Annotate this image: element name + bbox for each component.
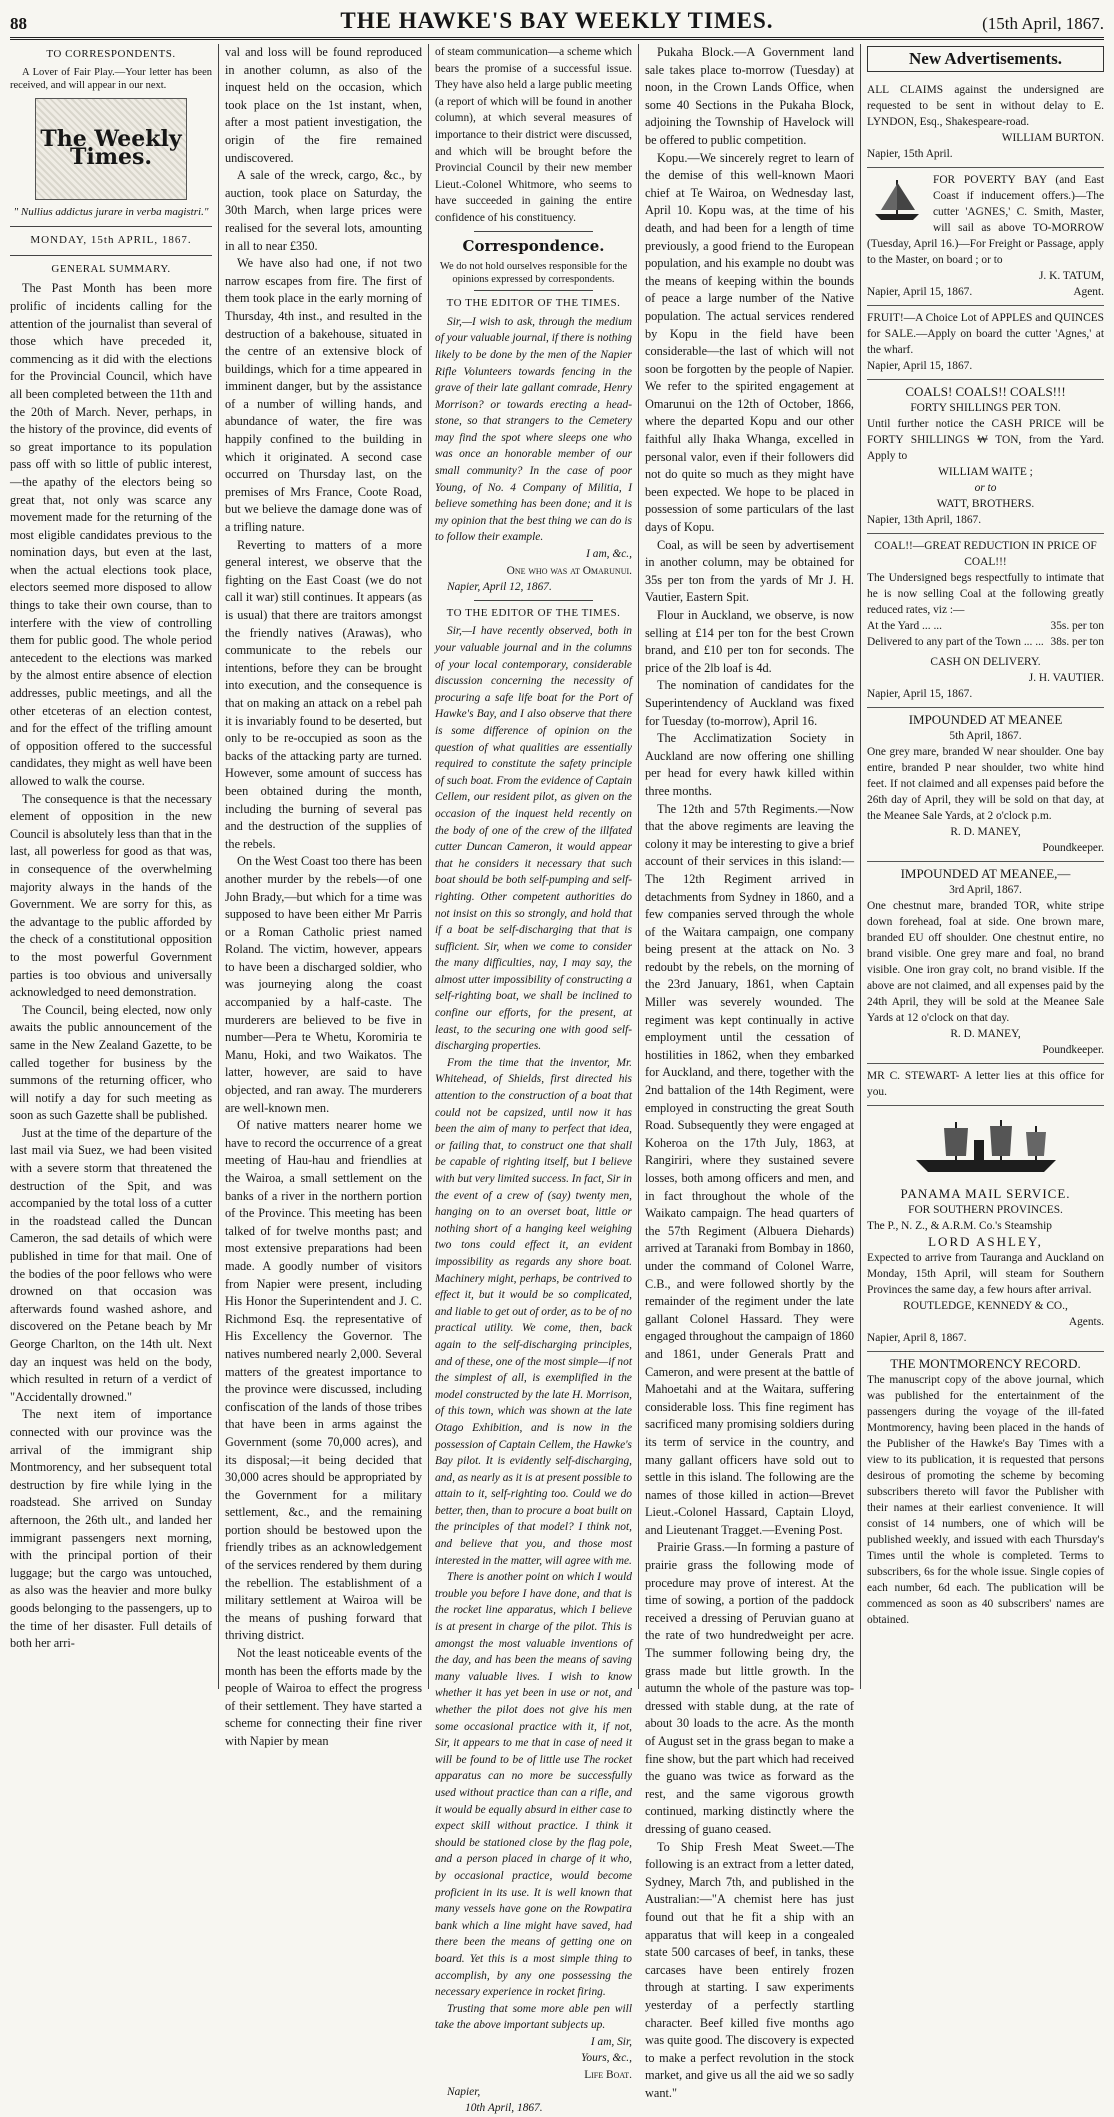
ad-title: COAL!!—GREAT REDUCTION IN PRICE OF COAL!!!	[874, 540, 1097, 568]
ad-title: IMPOUNDED AT MEANEE	[908, 712, 1063, 727]
ad-text: FOR POVERTY BAY (and East Coast if inducement offers.)—The cutter 'AGNES,' C. Smith, Master, will sail as above TO-MORROW (Tuesday, April 16.)—For Freight or Passage, apply to the Master, on board ; or to	[867, 174, 1104, 266]
ad-poverty-bay	[867, 168, 1104, 306]
divider	[10, 226, 212, 227]
ad-panama-mail	[867, 1106, 1104, 1352]
masthead	[10, 6, 1104, 40]
news-item: The nomination of candidates for the Superintendency of Auckland was fixed for Tuesday (to-morrow), April 16.	[645, 678, 854, 728]
news-item: Kopu.—We sincerely regret to learn of the demise of this well-known Maori chief at Te Wairoa, on Wednesday last, April 10. Kopu was, at the time of his death, and had been for a length of time previously, a good friend to the European population, and his example no doubt was the means of keeping within the bounds of peace a large number of the Native population. The actual services rendered by Kopu in the field have been considerable—the last of which will not soon be forgotten by the people of Napier. We refer to the spirited engagement at Omarunui on the 12th of October, 1866, where the departed Kopu and our other faithful ally Ihaka Whanga, excelled in personal valor, even if their followers did not do quite so much as they might have been expected. We hope to be placed in possession of some particulars of the last days of Kopu.	[645, 150, 854, 535]
ad-subtitle: FORTY SHILLINGS PER TON.	[910, 402, 1061, 414]
letter-paragraph: Sir,—I wish to ask, through the medium of your valuable journal, if there is nothing likely to be done by the men of the Napier Rifle Volunteers towards fencing in the grave of their late gallant comrade, Henry Morrison? or towards erecting a head-stone, so that strangers to the Cemetery may find the spot where sleeps one who was once an honorable member of our small community? In the case of poor Young, of No. 4 Company of Militia, I believe something has been done; and it is my opinion that the best thing we can do is to follow their example.	[435, 315, 632, 544]
column-3	[428, 44, 638, 2115]
ad-claims	[867, 78, 1104, 168]
price-row	[867, 634, 1104, 650]
news-item: Pukaha Block.—A Government land sale takes place to-morrow (Tuesday) at noon, in the Crown Lands Office, when some 40 Sections in the Pukaha Block, adjoining the Township of Havelock will be offered to public competition.	[645, 45, 854, 147]
page-number: 88	[10, 14, 27, 33]
news-item: To Ship Fresh Meat Sweet.—The following is an extract from a letter dated, Sydney, March 7th, and published in the Australian:—"A chemist here has just found out that he fit a ship with an apparatus that will keep in a congealed state 500 carcases of beef, in tanks, these carcases have been entirely frozen through at starting. I saw experiments yesterday of a perfectly startling character. Beef killed five months ago was quite good. The discovery is expected to make a perfect revolution in the stock market, and give us all the aid we so sadly want."	[645, 1839, 854, 2100]
letter-close: Yours, &c.,	[581, 2052, 632, 2065]
ad-role: Poundkeeper.	[1042, 842, 1104, 854]
letter-close: I am, &c.,	[586, 548, 632, 561]
news-item: Prairie Grass.—In forming a pasture of prairie grass the following mode of procedure may prove of interest. At the time of sowing, a portion of the paddock received a dressing of Peruvian guano at the rate of two hundredweight per acre. The summer following being dry, the grass made but little growth. In the autumn the whole of the pasture was top-dressed with stable dung, at the rate of about 30 loads to the acre. As the month of August set in the grass began to make a fine show, but the part which had received the guano was twice as forward as the rest, and the same vigorous growth continued, marking distinctly where the dressing of guano ceased.	[645, 1540, 854, 1836]
price-label: At the Yard ... ...	[867, 620, 942, 632]
news-item: Flour in Auckland, we observe, is now selling at £14 per ton for the best Crown brand, and £10 per ton for seconds. The price of the 2lb loaf is 4d.	[645, 608, 854, 675]
article-paragraph: On the West Coast too there has been another murder by the rebels—of one John Brady,—but which for a time was supposed to have been either Mr Parris or a Roman Catholic priest named Roland. The victim, however, appears to have been a discharged soldier, who was journeying along the coast accompanied by a half-caste. The murderers are believed to be five in number—Pera te Whetu, Koromiria te Manu, Hoki, and two Waikatos. The latter, however, are said to have objected, and ran away. The murderers are well-known men.	[225, 854, 422, 1115]
ad-date: 3rd April, 1867.	[949, 884, 1022, 896]
ad-text: Until further notice the CASH PRICE will be FORTY SHILLINGS ₩ TON, from the Yard. Apply to	[867, 418, 1104, 462]
ad-place: Napier, April 15, 1867.	[867, 688, 973, 700]
ad-title: PANAMA MAIL SERVICE.	[900, 1186, 1071, 1201]
ad-text: The manuscript copy of the above journal, which was published for the entertainment of the passengers during the voyage of the ill-fated Montmorency, having been placed in the hands of the Publisher of the Hawke's Bay Times with a view to its publication, it is requested that persons desirous of promoting the scheme by becoming subscribers thereto will favor the Publisher with their names at their earliest convenience. It will consist of 14 numbers, one of which will be published weekly, and issued with each Thursday's Times until the whole is completed. Terms to subscribers, 6s for the whole issue. Single copies of each number, 6d each. The publication will be commenced as soon as 40 subscribers' names are obtained.	[867, 1374, 1104, 1626]
ad-title: IMPOUNDED AT MEANEE,—	[900, 866, 1071, 881]
ad-stewart	[867, 1064, 1104, 1106]
article-paragraph: The next item of importance connected with our province was the arrival of the immigrant ship Montmorency, and her subsequent total destruction by fire while lying in the roadstead. She arrived on Sunday afternoon, the 26th ult., and landed her immigrant passengers next morning, with the principal portion of their luggage; but the cargo was untouched, as also was the heavier and more bulky goods belonging to the passengers, up to the time of her disaster. Full details of both her arri-	[10, 1407, 212, 1651]
article-paragraph: We have also had one, if not two narrow escapes from fire. The first of them took place in the early morning of Thursday, 4th inst., and resulted in the destruction of a bakehouse, situated in the centre of an extensive block of buildings, which for a time appeared in imminent danger, but by the assistance of a number of willing hands, and abundance of water, the fire was happily confined to the building in which it originated. A second case occurred on Thursday last, on the premises of Mrs France, Coote Road, but we believe the damage done was of a trifling nature.	[225, 256, 422, 535]
divider	[10, 255, 212, 256]
news-item: Coal, as will be seen by advertisement in another column, may be obtained for 35s per ton from the yards of Mr J. H. Vautier, Eastern Spit.	[645, 537, 854, 605]
to-correspondents-heading: TO CORRESPONDENTS.	[46, 48, 176, 60]
article-paragraph: val and loss will be found reproduced in another column, as also of the inquest held on the occasion, which took place on the 1st instant, when, after a most patient investigation, the origin of the fire remained undiscovered.	[225, 45, 422, 165]
ad-role: Agents.	[1068, 1316, 1104, 1328]
disclaimer: We do not hold ourselves responsible for the opinions expressed by correspondents.	[439, 261, 628, 286]
ad-text: FRUIT!—A Choice Lot of APPLES and QUINCES for SALE.—Apply on board the cutter 'Agnes,' at the wharf.	[867, 312, 1104, 356]
letter-place: Napier,	[447, 2085, 481, 2098]
divider	[474, 231, 592, 232]
dateline: MONDAY, 15th APRIL, 1867.	[30, 234, 192, 247]
motto: " Nullius addictus jurare in verba magistri."	[13, 205, 209, 218]
letter-signature: Life Boat.	[584, 2069, 632, 2082]
letter-paragraph: There is another point on which I would trouble you before I have done, and that is the rocket line apparatus, which I believe is at present in charge of the pilot. This is amongst the most valuable inventions of the day, and has been the means of saving many valuable lives. I wish to know whether it has yet been in use or not, and whether the pilot does not give his men some occasional practice with it, if not, Sir, it appears to me that in case of need it will be found to be of little use The rocket apparatus can no more be successfully used without practice than can a rifle, and it would be equally absurd in either case to expect skill without practice. I think it should be stationed close by the flag pole, and a person placed in charge of it who, by occasional practice, would become proficient in its use. It is well known that many vessels have gone on the Rowpatira bank which a line might have saved, had there been the means of getting one on board. Yet this is a most simple thing to accomplish, by any one possessing the necessary experience in rocket firing.	[435, 1571, 632, 1999]
article-paragraph: Of native matters nearer home we have to record the occurrence of a great meeting of Hau-hau and friendlies at the Wairoa, a small settlement on the banks of a river in the northern portion of the Province. This meeting has been talked of for twelve months past; and most extensive preparations had been made. A goodly number of visitors from Napier were present, including His Honor the Superintendent and J. C. Richmond Esq. the representative of His Excellency the Governor. The natives numbered nearly 2,000. Several matters of the greatest importance to the province were discussed, including confiscation of the lands of those tribes that have been in arms against the Government (some 70,000 acres), and its disposal;—it being decided that 30,000 acres should be appropriated by the Government for a military settlement, &c., and the remaining portion should be bestowed upon the friendly tribes as an acknowledgement of the services rendered by them during the rebellion. The establishment of a military settlement at Wairoa will be the means of pushing forward that thriving district.	[225, 1118, 422, 1643]
newspaper-page	[10, 6, 1104, 2115]
to-editor-heading: TO THE EDITOR OF THE TIMES.	[446, 297, 621, 310]
article-paragraph: The Past Month has been more prolific of incidents calling for the attention of the journalist than several of those which have preceded it, commencing as it did with the elections for the Provincial Council, which have all been completed between the 11th and the 20th of March. Never, perhaps, in the history of the province, did events of so great importance to its population pass off with so little of public interest,—the apathy of the electors being so great that, not only was scarce any movement made for the returning of the most eligible candidates previous to the nomination days, but even at the last, when the actual elections took place, electors seemed more disposed to allow things to take their own course, than to interfere with the view of controlling them for public good. The whole period antecedent to the elections was marked by the almost entire absence of election addresses, public meetings, and all the other etceteras of an election contest, and for the effect of the trifling amount of opposition offered to the successful candidates, they might as well have been allowed to walk the course.	[10, 281, 212, 788]
divider	[474, 290, 592, 291]
ad-signature: R. D. MANEY,	[950, 1028, 1021, 1040]
ad-place: Napier, April 8, 1867.	[867, 1332, 967, 1344]
ad-signature: J. H. VAUTIER.	[1028, 672, 1104, 684]
letter-paragraph: Sir,—I have recently observed, both in your valuable journal and in the columns of your local contemporary, considerable discussion concerning the necessity of procuring a safe life boat for the Port of Hawke's Bay, and I also observe that there is some difference of opinion on the question of what qualities are essentially required to constitute the safety principle of such boat. From the evidence of Captain Cellem, our resident pilot, as given on the occasion of the inquest held recently on the body of one of the crew of the illfated cutter Duncan Cameron, it would appear that he considers it necessary that such boat should be both self-pumping and self-righting. Other competent authorities do not insist on this so strongly, and hold that if a boat be self-discharging that that is sufficient. Sir, when we come to consider the many difficulties, nay, I may say, the almost utter impossibility of constructing a self-righting boat, we shall be inclined to confine our efforts, for the present, at least, to the securing one with good self-discharging properties.	[435, 625, 632, 1053]
ad-text: The Undersigned begs respectfully to intimate that he is now selling Coal at the following greatly reduced rates, viz :—	[867, 572, 1104, 616]
ad-text: One chestnut mare, branded TOR, white stripe down forehead, foal at side. One brown mare, branded EU off shoulder. One chestnut entire, no brand visible. One grey mare and foal, no brand visible. One iron gray colt, no brand visible. If the above are not claimed, and all expenses paid by the 24th April, they will be sold at the Meanee Sale Yards at 12 o'clock on that day.	[867, 900, 1104, 1024]
general-summary-heading: GENERAL SUMMARY.	[51, 262, 171, 275]
correspondence-heading: Correspondence.	[462, 236, 605, 255]
ad-text: MR C. STEWART- A letter lies at this office for you.	[867, 1070, 1104, 1098]
ad-place: Napier, 13th April, 1867.	[867, 514, 982, 526]
ad-impounded-2	[867, 862, 1104, 1064]
ad-text: Expected to arrive from Tauranga and Auckland on Monday, 15th April, will steam for Southern Provinces the same day, a few hours after arrival.	[867, 1252, 1104, 1296]
ad-title: THE MONTMORENCY RECORD.	[890, 1356, 1081, 1371]
column-4	[638, 44, 860, 2100]
news-item: The 12th and 57th Regiments.—Now that the above regiments are leaving the colony it may be interesting to give a brief account of their services in this island:—The 12th Regiment arrived in detachments from Sydney in 1860, and a few companies served through the whole of the Waitara campaign, one company being present at the attack on No. 3 redoubt by the rebels, on the morning of the 23rd January, 1861, when Captain Miller was severely wounded. The regiment was kept continually in active employment until the cessation of hostilities in 1862, when they embarked for Auckland, and there, together with the 2nd battalion of the 14th Regiment, were employed in constructing the great South Road. Subsequently they were engaged at Koheroa on the 17th July, 1863, at Rangiriri, where they sustained severe losses, both among officers and men, and in fact throughout the whole of the Waikato campaign. The head quarters of the 57th Regiment (Albuera Diehards) arrived at Taranaki from Bombay in 1860, under the command of Colonel Warre, C.B., and were followed shortly by the remainder of the regiment under the late gallant Colonel Hassard. They were engaged throughout the campaign of 1860 and 1861, under Generals Pratt and Cameron, and were present at the battle of Mahoetahi and at the Waitara, suffering considerable loss. This fine regiment has sacrificed many promising soldiers during its term of service in the country, and many gallant officers have sold out to settle in this island. The following are the names of those killed in action—Brevet Lieut.-Colonel Hassard, Captain Lloyd, and Lieutenant Tragget.—Evening Post.	[645, 801, 854, 1537]
letter-date: 10th April, 1867.	[465, 2102, 543, 2115]
ad-fruit	[867, 306, 1104, 380]
weekly-times-logo: The Weekly Times.	[35, 98, 187, 200]
price-label: Delivered to any part of the Town ... ...	[867, 636, 1044, 648]
ad-signature: J. K. TATUM,	[1038, 270, 1104, 282]
new-advertisements-heading: New Advertisements.	[867, 46, 1104, 72]
article-paragraph: of steam communication—a scheme which bears the promise of a successful issue. They have also held a large public meeting (a report of which will be found in another column), at which several measures of importance to their district were discussed, and which will be brought before the Provincial Council by their new member Lieut.-Colonel Whitmore, who seems to have succeeded in gaining the entire confidence of his constituency.	[435, 46, 632, 224]
ad-text: The P., N. Z., & A.R.M. Co.'s Steamship	[867, 1220, 1052, 1232]
ad-coal-reduction	[867, 534, 1104, 708]
ad-impounded-1	[867, 708, 1104, 862]
ad-subtitle: FOR SOUTHERN PROVINCES.	[908, 1204, 1063, 1216]
steamship-icon	[906, 1116, 1066, 1180]
issue-date: (15th April, 1867.	[982, 14, 1104, 33]
ad-title: COALS! COALS!! COALS!!!	[905, 384, 1066, 399]
article-paragraph: The consequence is that the necessary element of opposition in the new Council is absolutely less than that in the last, all powerless for good as that was, in consequence of the overwhelming majority always in the hands of the Government. We are sorry for this, as the advantage to the public afforded by the check of a constitutional opposition to the most powerful Government parties is too obvious and universally acknowledged to need demonstration.	[10, 791, 212, 1000]
ad-signature: WILLIAM WAITE ;	[938, 466, 1033, 478]
letter-paragraph: From the time that the inventor, Mr. Whitehead, of Shields, first directed his attention to the construction of a boat that could not be capsized, until now it has been the aim of many to perfect that idea, or failing that, to construct one that shall be capable of righting itself, but I believe with but very limited success. In fact, Sir in the event of a crew of (say) twenty men, hanging on to an overset boat, little or nothing short of a hanging keel weighing two tons could effect it, an evident impossibility as regards any shore boat. Machinery might, perhaps, be contrived to effect it, but it would be so complicated, and liable to get out of order, as to be of no practical utility. We come, then, back again to the self-discharging principles, and of these, one of the most simple—if not the simplest of all, is exemplified in the model constructed by the late H. Morrison, of this town, which was shown at the late Otago Exhibition, and is now in the possession of Captain Cellem, the Hawke's Bay pilot. It is evidently self-discharging, and, as nearly as it is at present possible to attain to it, self-righting too. Could we do better, then, than to procure a boat built on the principles of that model? I think not, and believe that you, and those most interested in the matter, will agree with me.	[435, 1056, 633, 1567]
ship-name: LORD ASHLEY,	[928, 1234, 1043, 1249]
ad-place: Napier, 15th April.	[867, 148, 953, 160]
column-5-advertisements	[860, 44, 1104, 1689]
column-2	[218, 44, 428, 1748]
ad-signature: ROUTLEDGE, KENNEDY & CO.,	[903, 1300, 1068, 1312]
news-item: The Acclimatization Society in Auckland are now offering one shilling per head for every hawk killed within three months.	[645, 731, 854, 798]
letter-close: I am, Sir,	[590, 2035, 632, 2048]
ad-signature: WATT, BROTHERS.	[936, 498, 1035, 510]
price-row	[867, 618, 1104, 634]
letter-signature: One who was at Omarunui.	[506, 564, 632, 577]
ad-date: 5th April, 1867.	[949, 730, 1022, 742]
divider	[474, 600, 592, 601]
newspaper-title: THE HAWKE'S BAY WEEKLY TIMES.	[340, 8, 774, 33]
article-paragraph: The Council, being elected, now only awaits the public announcement of the same in the New Zealand Gazette, to be called together for business by the summons of the returning officer, who will notify a day for such meeting as soon as such Gazette shall be published.	[10, 1002, 212, 1123]
ad-signature: R. D. MANEY,	[950, 826, 1021, 838]
ad-footer	[867, 284, 1104, 300]
ad-text: ALL CLAIMS against the undersigned are requested to be sent in without delay to E. LYNDON, Esq., Shakespeare-road.	[867, 84, 1104, 128]
ad-place: Napier, April 15, 1867.	[867, 360, 973, 372]
ship-icon	[867, 174, 927, 224]
column-1	[10, 44, 218, 1689]
price-value: 35s. per ton	[1050, 620, 1104, 632]
article-paragraph: Just at the time of the departure of the last mail via Suez, we had been visited with a severe storm that threatened the destruction of the Spit, and was accompanied by the total loss of a cutter in the roadstead called the Duncan Cameron, the sad details of which were published in time for that mail. One of the bodies of the poor fellows who were drowned on that occasion was afterwards found washed ashore, and discovered on the Petane beach by Mr George Charlton, on the 14th ult. Next day an inquest was held on the body, which resulted in return of a verdict of "Accidentally drowned."	[10, 1125, 212, 1404]
ad-coals	[867, 380, 1104, 534]
ad-place: Napier, April 15, 1867.	[867, 286, 973, 298]
to-editor-heading: TO THE EDITOR OF THE TIMES.	[446, 606, 621, 619]
ad-role: Poundkeeper.	[1042, 1044, 1104, 1056]
ad-text: One grey mare, branded W near shoulder. One bay entire, branded P near shoulder, two white hind feet. If not claimed and all expenses paid before the 26th day of April, they will be sold on that day, at the Meanee Sale Yards, at 2 o'clock p.m.	[867, 746, 1104, 822]
article-paragraph: A sale of the wreck, cargo, &c., by auction, took place on Saturday, the 30th March, when large prices were realised for the several lots, amounting in all to near £350.	[225, 168, 422, 253]
letter-place: Napier, April 12, 1867.	[447, 581, 552, 594]
price-value: 38s. per ton	[1050, 636, 1104, 648]
ad-role: Agent.	[1073, 286, 1104, 298]
letter-paragraph: Trusting that some more able pen will take the above important subjects up.	[435, 2002, 632, 2032]
ad-or: or to	[974, 482, 997, 494]
ad-montmorency-record	[867, 1352, 1104, 1633]
columns	[10, 44, 1104, 2115]
ad-subtitle: CASH ON DELIVERY.	[930, 656, 1041, 668]
correspondent-note: A Lover of Fair Play.—Your letter has been received, and will appear in our next.	[10, 66, 212, 91]
ad-signature: WILLIAM BURTON.	[1001, 132, 1104, 144]
article-paragraph: Not the least noticeable events of the month has been the efforts made by the people of Wairoa to effect the progress of their settlement. They have started a scheme for connecting their fine river with Napier by mean	[225, 1646, 422, 1748]
article-paragraph: Reverting to matters of a more general interest, we observe that the fighting on the East Coast (we do not call it war) still continues. It appears (as is usual) that there are traitors amongst the friendly natives (Arawas), who communicate to the rebels our intentions, before they can be brought into execution, and the consequence is that on making an attack on a rebel pah it is invariably found to be deserted, but only to be re-occupied as soon as the backs of the attacking party are turned. However, some amount of success has been obtained during the month, including the burning of several pas and the destruction of the supplies of the rebels.	[225, 537, 422, 851]
